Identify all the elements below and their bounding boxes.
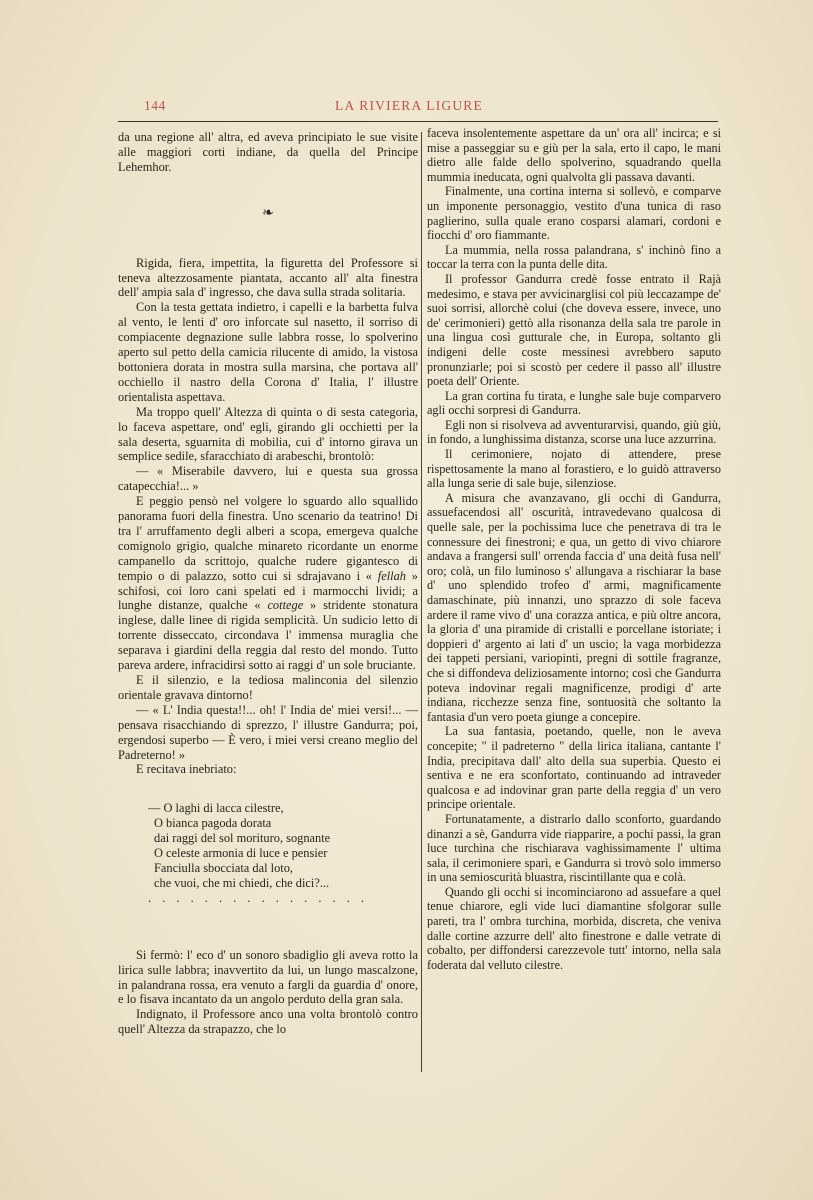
paragraph: La mummia, nella rossa palandrana, s' inchinò fino a toccar la terra con la punta delle dita. (427, 242, 721, 272)
poem-block (148, 801, 418, 905)
italic-word: cottege (267, 598, 304, 613)
running-header (118, 96, 700, 120)
text-run: » schifosi, coi loro cani spelati ed i marmocchi lividi; a lunghe distanze, qualche « (118, 568, 418, 613)
paragraph: Egli non si risolveva ad avventurarvisi, quando, giù giù, in fondo, a lunghissima distanza, scorse una luce azzurrina. (427, 417, 721, 447)
ornament-fleuron: ❧ (262, 205, 274, 221)
paragraph: Con la testa gettata indietro, i capelli e la barbetta fulva al vento, le lenti d' oro inforcate sul nasetto, il sorriso di compiacente degnazione sulle labbra rosse, lo spolverino aperto sul petto della camicia rilucente di amido, la vistosa bottoniera dorata in mostra sulla marsina, che portava all' occhiello il nastro della Corona d' Italia, l' illustre orientalista aspettava. (118, 300, 418, 404)
poem-line: O bianca pagoda dorata (154, 816, 272, 831)
paragraph: Indignato, il Professore anco una volta brontolò contro quell' Altezza da strapazzo, che lo (118, 1007, 418, 1037)
paragraph: Fortunatamente, a distrarlo dallo sconforto, guardando dinanzi a sè, Gandurra vide riapparire, a pochi passi, la gran luce turchina che rischiarava vaghissimamente l' ultima sala, il cerimoniere sparì, e Gandurra si trovò solo immerso in una semioscurità bluastra, riscintillante qua e colà. (427, 811, 721, 885)
spacer (118, 906, 418, 948)
paragraph: Ma troppo quell' Altezza di quinta o di sesta categoria, lo faceva aspettare, ond' egli, girando gli occhietti per la sala deserta, sguarnita di mobilia, cui d' intorno girava un semplice sedile, sfaracchiato di arabeschi, brontolò: (118, 404, 418, 464)
paragraph: La sua fantasia, poetando, quelle, non le aveva concepite; " il padreterno " della lirica italiana, cantante l' India, precipitava dall' alto della sua superbia. Questo ei sentiva e ne era sconfortato, continuando ad intraveder qualcosa e ad indovinar gran parte della reggia d' un vero principe orientale. (427, 724, 721, 812)
paragraph: Si fermò: l' eco d' un sonoro sbadiglio gli aveva rotto la lirica sulle labbra; inavvertito da lui, un lungo mascalzone, in palandrana rossa, era venuto a fargli da guardia d' onore, e lo fisava incantato da un angolo perduto della gran sala. (118, 947, 418, 1007)
paragraph (118, 494, 418, 673)
paragraph: Il professor Gandurra credè fosse entrato il Rajà medesimo, e stava per avvicinarglisi col più leccazampe de' suoi sorrisi, allorchè colui (che doveva essere, invece, uno de' cerimonieri) gettò alla risonanza della sala tre parole in una lingua così gutturale che, in Europa, soltanto gli indigeni delle coste messinesi avrebbero saputo pronunziarle; poi si scostò per cedere il passo all' illustre poeta dell' Oriente. (427, 271, 721, 389)
paragraph: — « Miserabile davvero, lui e questa sua grossa catapecchia!... » (118, 464, 418, 494)
paragraph: A misura che avanzavano, gli occhi di Gandurra, assuefacendosi all' oscurità, intravedevano qualcosa di quelle sale, per la pochissima luce che penetrava di tra le connessure dei finestroni; e qua, un getto di vivo chiarore andava a frangersi sull' orrenda faccia d' una deità fusa nell' oro; colà, un filo luminoso s' allungava a rischiarar la base d' uno splendido trofeo d' armi, magnificamente damaschinate, più innanzi, uno sprazzo di sole faceva ardere il rame vivo d' una corazza antica, e più oltre ancora, la gloria d' una piramide di cristalli e porcellane istoriate; i doppieri d' argento ai lati d' un uscio; la vaga morbidezza dei tappeti persiani, variopinti, pregni di sottile fragranze, che si diffondeva deliziosamente intorno; così che Gandurra poteva indovinar regali magnificenze, prodigi d' arte indiana, ricchezze senza fine, sontuosità che soltanto la fantasia d'un vero poeta giunge a concepire. (427, 490, 721, 724)
paragraph: Quando gli occhi si incominciarono ad assuefare a quel tenue chiarore, egli vide luci diamantine sfolgorar sulle pareti, tra l' ombra turchina, morbida, discreta, che veniva dalle cortine azzurre dell' alto finestrone e dalle vetrate di cobalto, per diffondersi carezzevole tutt' intorno, nella sala foderata dal velluto cilestre. (427, 884, 721, 972)
paragraph: faceva insolentemente aspettare da un' ora all' incirca; e si mise a passeggiar su e giù per la sala, erto il capo, le mani dietro alle falde dello spolverino, squadrando quella mummia ineducata, ogni qualvolta gli passava davanti. (427, 126, 721, 184)
text-run: E peggio pensò nel volgere lo sguardo allo squallido panorama fuori della finestra. Uno scenario da teatrino! Di tra l' arruffamento degli alberi a scopa, emergeva qualche comignolo grigio, qualche minareto ricordante un enorme campanello da scrittojo, qualche rudere gigantesco di tempio o di palazzo, sotto cui si sdrajavano i « (118, 494, 418, 583)
page-number: 144 (144, 98, 166, 113)
paragraph: La gran cortina fu tirata, e lunghe sale buje comparvero agli occhi sorpresi di Gandurra. (427, 388, 721, 418)
left-column (118, 130, 418, 1037)
journal-title: LA RIVIERA LIGURE (335, 98, 483, 113)
paragraph: da una regione all' altra, ed aveva principiato le sue visite alle maggiori corti indiane, da quella del Principe Lehemhor. (118, 130, 418, 174)
header-rule (118, 121, 718, 123)
poem-line: O celeste armonia di luce e pensier (154, 846, 328, 861)
paragraph: Rigida, fiera, impettita, la figuretta del Professore si teneva altezzosamente piantata, accanto all' alta finestra dell' ampia sala d' ingresso, che dava sulla strada solitaria. (118, 255, 418, 300)
paragraph: Il cerimoniere, nojato di attendere, prese rispettosamente la mano al forastiero, e lo guidò attraverso alla lunga serie di sale buje, silenziose. (427, 447, 721, 491)
text-run: » stridente stonatura inglese, dalle linee di rigida semplicità. Un sudicio letto di torrente disseccato, circondava l' immensa muraglia che separava i giardini della reggia dal resto del mondo. Tutto pareva ardere, infracidirsi sotto ai raggi d' un sole bruciante. (118, 598, 418, 673)
italic-word: fellah (377, 568, 406, 583)
poem-ellipsis: . . . . . . . . . . . . . . . . (148, 890, 369, 905)
right-column (427, 126, 721, 972)
paragraph: E recitava inebriato: (136, 762, 237, 777)
poem-line: — O laghi di lacca cilestre, (148, 801, 284, 816)
paragraph: E il silenzio, e la tediosa malinconia del silenzio orientale gravava dintorno! (118, 673, 418, 702)
paragraph: Finalmente, una cortina interna si sollevò, e comparve un imponente personaggio, vestito d'una tunica di raso paglierino, sulla quale erano cosparsi alamari, cordoni e fiocchi d' oro fiammante. (427, 184, 721, 243)
column-divider (421, 132, 422, 1072)
poem-line: che vuoi, che mi chiedi, che dici?... (154, 875, 330, 890)
poem-line: Fanciulla sbocciata dal loto, (154, 860, 294, 875)
poem-line: dai raggi del sol morituro, sognante (154, 831, 331, 846)
paragraph: — « L' India questa!!... oh! l' India de' miei versi!... — pensava risacchiando di sprezzo, l' illustre Gandurra; poi, ergendosi superbo — È vero, i miei versi creano meglio del Padreterno! » (118, 702, 418, 762)
